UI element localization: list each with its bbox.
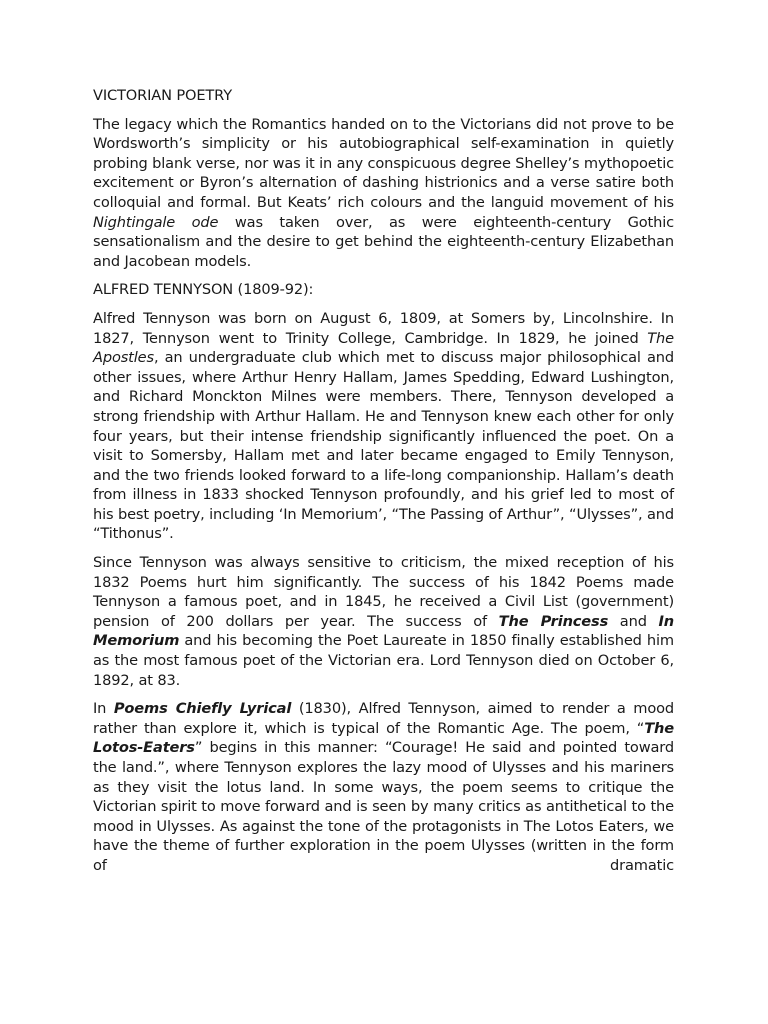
document-page	[93, 86, 674, 885]
bold-italic-title-the-princess: The Princess	[498, 612, 609, 630]
bold-italic-title-in-memorium: In Memorium	[93, 612, 675, 650]
italic-title-the-apostles: The Apostles	[93, 329, 674, 367]
paragraph-text: Since Tennyson was always sensitive to criticism, the mixed reception of his 1832 Poems hurt him significantly. The success of his 1842 Poems made Tennyson a famous poet, and in 1845, he received a Civil List (government) pension of 200 dollars per year. The success of	[93, 554, 674, 630]
paragraph-text: The legacy which the Romantics handed on to the Victorians did not prove to be Wordsworth’s simplicity or his autobiographical self-examination in quietly probing blank verse, nor was it in any conspicuous degree Shelley’s mythopoetic excitement or Byron’s alternation of dashing histrionics and a verse satire both colloquial and formal. But Keats’ rich colours and the languid movement of his	[93, 115, 674, 211]
paragraph-text: ” begins in this manner: “Courage! He said and pointed toward the land.”, where Tennyson explores the lazy mood of Ulysses and his mariners as they visit the lotus land. In some ways, the poem seems to critique the Victorian spirit to move forward and is seen by many critics as antithetical to the mood in Ulysses. As against the tone of the protagonists in The Lotos Eaters, we have the theme of further exploration in the poem Ulysses (written in the form of dramatic	[93, 739, 674, 874]
italic-title-nightingale-ode: Nightingale ode	[93, 213, 219, 231]
section-heading-alfred-tennyson: ALFRED TENNYSON (1809-92):	[93, 281, 314, 299]
paragraph-text: Alfred Tennyson was born on August 6, 1809, at Somers by, Lincolnshire. In 1827, Tennyson went to Trinity College, Cambridge. In 1829, he joined	[93, 309, 674, 347]
paragraph-victorian-legacy	[93, 115, 674, 272]
paragraph-text: , an undergraduate club which met to discuss major philosophical and other issues, where Arthur Henry Hallam, James Spedding, Edward Lushington, and Richard Monckton Milnes were members. There, Tennyson developed a strong friendship with Arthur Hallam. He and Tennyson knew each other for only four years, but their intense friendship significantly influenced the poet. On a visit to Somersby, Hallam met and later became engaged to Emily Tennyson, and the two friends looked forward to a life-long companionship. Hallam’s death from illness in 1833 shocked Tennyson profoundly, and his grief led to most of his best poetry, including ‘In Memorium’, “The Passing of Arthur”, “Ulysses”, and “Tithonus”.	[93, 349, 674, 543]
bold-italic-title-the-lotos-eaters: The Lotos-Eaters	[93, 719, 674, 757]
paragraph-text: In	[93, 700, 114, 718]
paragraph-text: and	[608, 612, 659, 630]
paragraph-text: and his becoming the Poet Laureate in 1850 finally established him as the most famous poet of the Victorian era. Lord Tennyson died on October 6, 1892, at 83.	[93, 632, 674, 689]
section-heading-victorian-poetry: VICTORIAN POETRY	[93, 87, 233, 104]
bold-italic-title-poems-chiefly-lyrical: Poems Chiefly Lyrical	[113, 700, 292, 718]
paragraph-poems-chiefly-lyrical	[93, 699, 674, 875]
paragraph-text: was taken over, as were eighteenth-century Gothic sensationalism and the desire to get behind the eighteenth-century Elizabethan and Jacobean models.	[93, 213, 674, 270]
paragraph-tennyson-reception	[93, 553, 674, 690]
paragraph-tennyson-biography	[93, 309, 674, 544]
paragraph-text: (1830), Alfred Tennyson, aimed to render a mood rather than explore it, which is typical of the Romantic Age. The poem, “	[93, 700, 674, 737]
